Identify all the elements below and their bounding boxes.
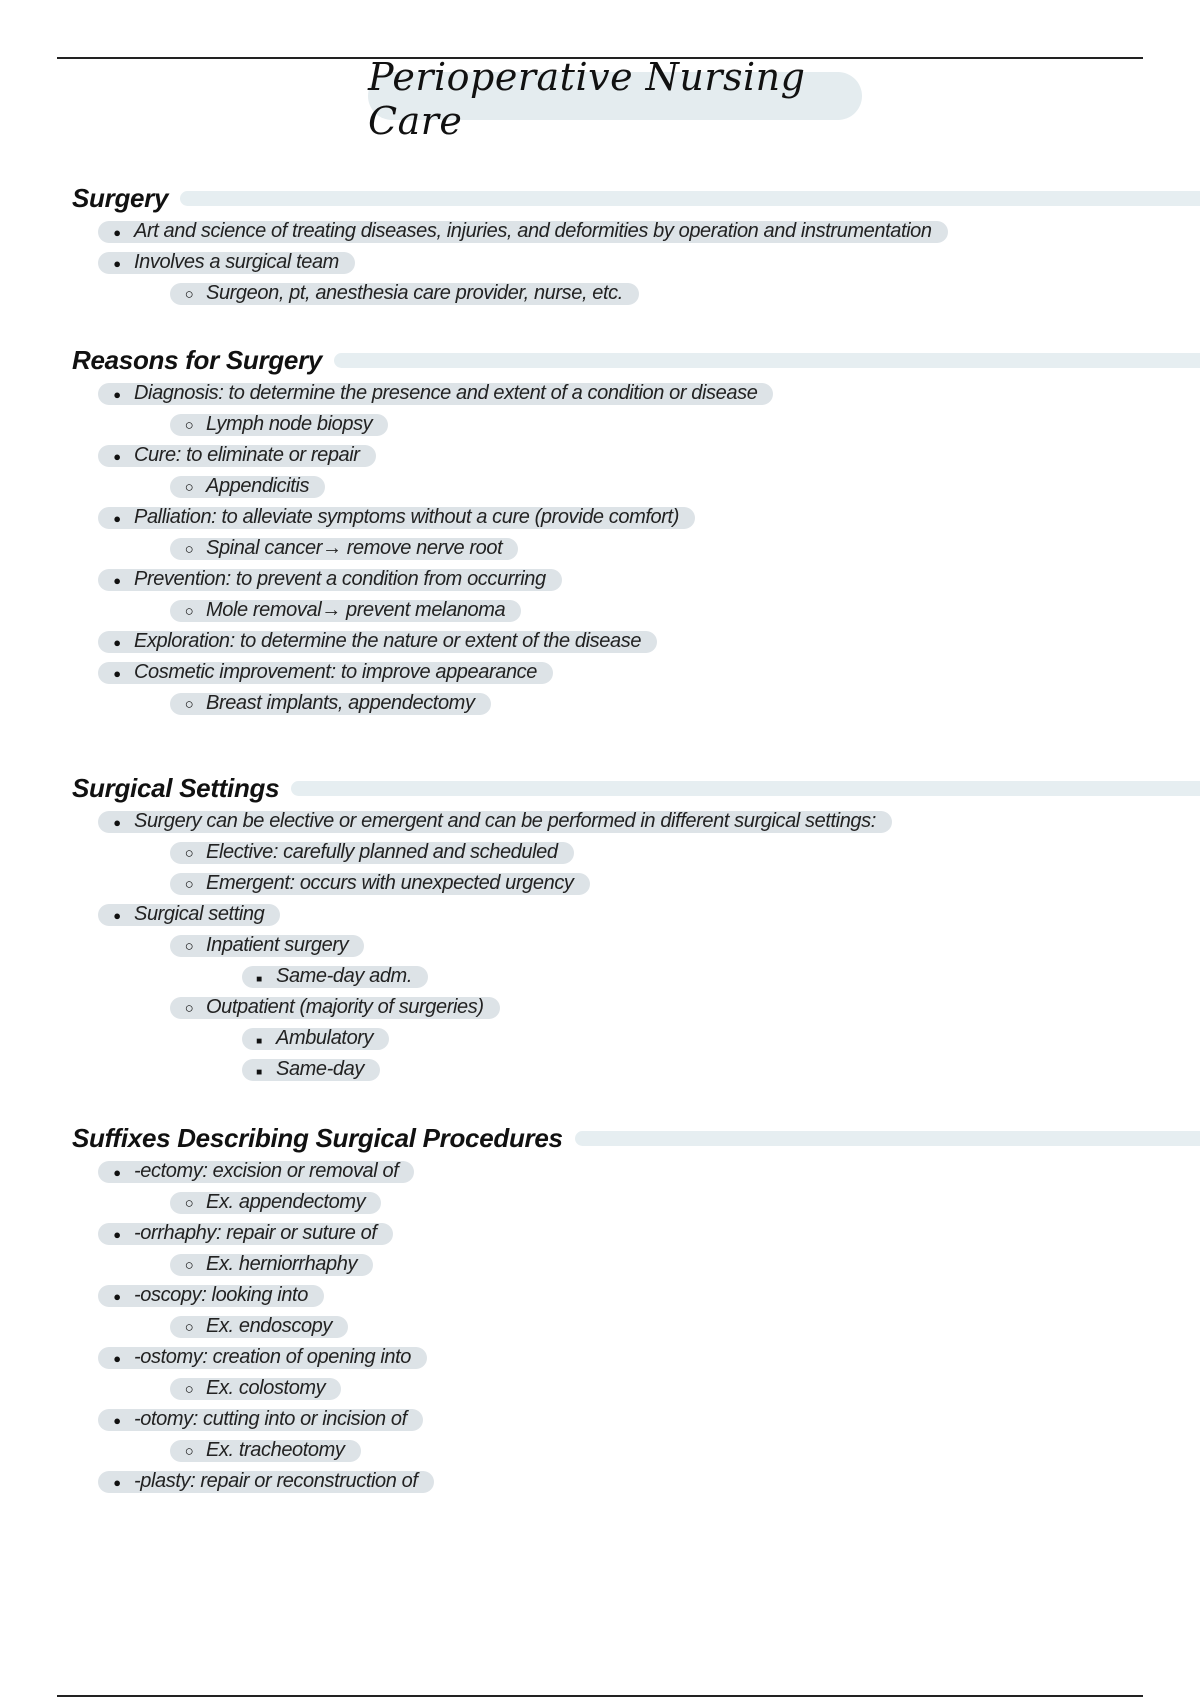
- bullet-icon: [100, 506, 134, 529]
- bullet-icon: [100, 1160, 134, 1183]
- bullet-icon: [100, 661, 134, 684]
- square-bullet-icon: [242, 1027, 276, 1050]
- list-item: ■ Same-day: [72, 1054, 1200, 1085]
- list-item: ○ Mole removal→ prevent melanoma: [72, 595, 1200, 626]
- circle-bullet-icon: [172, 841, 206, 864]
- bullet-icon: [100, 1284, 134, 1307]
- bullet-icon: [100, 810, 134, 833]
- circle-bullet-icon: [172, 1439, 206, 1462]
- section-suffixes: [72, 1120, 1200, 1497]
- bullet-icon: [100, 444, 134, 467]
- list-item: ○ Lymph node biopsy: [72, 409, 1200, 440]
- bullet-icon: [100, 251, 134, 274]
- list-item: ○ Ex. herniorrhaphy: [72, 1249, 1200, 1280]
- section-heading: Surgery: [72, 182, 169, 213]
- heading-highlight-bar: [334, 353, 1200, 368]
- list-item: ● Cure: to eliminate or repair: [72, 440, 1200, 471]
- section-heading: Reasons for Surgery: [72, 344, 323, 375]
- section-heading: Suffixes Describing Surgical Procedures: [72, 1122, 563, 1153]
- list-item: ● Surgical setting: [72, 899, 1200, 930]
- list-item: ● -plasty: repair or reconstruction of: [72, 1466, 1200, 1497]
- section-header: [72, 342, 1200, 378]
- list-item: ○ Appendicitis: [72, 471, 1200, 502]
- heading-highlight-bar: [575, 1131, 1200, 1146]
- bullet-icon: [100, 1222, 134, 1245]
- bottom-rule: [57, 1695, 1143, 1697]
- list-item: ● Cosmetic improvement: to improve appearance: [72, 657, 1200, 688]
- circle-bullet-icon: [172, 934, 206, 957]
- bullet-icon: [100, 568, 134, 591]
- circle-bullet-icon: [172, 413, 206, 436]
- bullet-list: [72, 1156, 1200, 1497]
- list-item: ● -ectomy: excision or removal of: [72, 1156, 1200, 1187]
- bullet-icon: [100, 1346, 134, 1369]
- list-item: ● Palliation: to alleviate symptoms without a cure (provide comfort): [72, 502, 1200, 533]
- circle-bullet-icon: [172, 475, 206, 498]
- bullet-list: [72, 378, 1200, 719]
- bullet-icon: [100, 1470, 134, 1493]
- page-title: Perioperative Nursing Care: [368, 55, 806, 143]
- list-item: ○ Ex. endoscopy: [72, 1311, 1200, 1342]
- circle-bullet-icon: [172, 872, 206, 895]
- title-highlight: [368, 55, 862, 143]
- list-item: ○ Breast implants, appendectomy: [72, 688, 1200, 719]
- bullet-list: [72, 806, 1200, 1085]
- circle-bullet-icon: [172, 1377, 206, 1400]
- section-heading: Surgical Settings: [72, 772, 280, 803]
- list-item: ○ Surgeon, pt, anesthesia care provider, nurse, etc.: [72, 278, 1200, 309]
- list-item: ○ Elective: carefully planned and scheduled: [72, 837, 1200, 868]
- list-item: ● Surgery can be elective or emergent and can be performed in different surgical settings:: [72, 806, 1200, 837]
- circle-bullet-icon: [172, 1253, 206, 1276]
- list-item: ○ Outpatient (majority of surgeries): [72, 992, 1200, 1023]
- list-item: ● Prevention: to prevent a condition from occurring: [72, 564, 1200, 595]
- list-item: ● Exploration: to determine the nature or extent of the disease: [72, 626, 1200, 657]
- list-item: ■ Ambulatory: [72, 1023, 1200, 1054]
- section-surgical-settings: [72, 770, 1200, 1085]
- list-item: ○ Emergent: occurs with unexpected urgency: [72, 868, 1200, 899]
- list-item: ● -oscopy: looking into: [72, 1280, 1200, 1311]
- list-item: ● Diagnosis: to determine the presence and extent of a condition or disease: [72, 378, 1200, 409]
- bullet-icon: [100, 382, 134, 405]
- circle-bullet-icon: [172, 1315, 206, 1338]
- circle-bullet-icon: [172, 1191, 206, 1214]
- list-item: ○ Ex. appendectomy: [72, 1187, 1200, 1218]
- heading-highlight-bar: [291, 781, 1200, 796]
- list-item: ● -orrhaphy: repair or suture of: [72, 1218, 1200, 1249]
- list-item: ■ Same-day adm.: [72, 961, 1200, 992]
- section-surgery: [72, 180, 1200, 309]
- bullet-icon: [100, 1408, 134, 1431]
- section-header: [72, 180, 1200, 216]
- list-item: ● Involves a surgical team: [72, 247, 1200, 278]
- square-bullet-icon: [242, 1058, 276, 1081]
- bullet-list: [72, 216, 1200, 309]
- heading-highlight-bar: [180, 191, 1200, 206]
- section-reasons-for-surgery: [72, 342, 1200, 719]
- section-header: [72, 1120, 1200, 1156]
- circle-bullet-icon: [172, 599, 206, 622]
- circle-bullet-icon: [172, 282, 206, 305]
- square-bullet-icon: [242, 965, 276, 988]
- section-header: [72, 770, 1200, 806]
- list-item: ○ Ex. tracheotomy: [72, 1435, 1200, 1466]
- circle-bullet-icon: [172, 996, 206, 1019]
- list-item: ○ Inpatient surgery: [72, 930, 1200, 961]
- list-item: ● Art and science of treating diseases, injuries, and deformities by operation and instrumentation: [72, 216, 1200, 247]
- bullet-icon: [100, 903, 134, 926]
- list-item: ● -otomy: cutting into or incision of: [72, 1404, 1200, 1435]
- circle-bullet-icon: [172, 692, 206, 715]
- list-item: ○ Ex. colostomy: [72, 1373, 1200, 1404]
- circle-bullet-icon: [172, 537, 206, 560]
- bullet-icon: [100, 630, 134, 653]
- list-item: ○ Spinal cancer→ remove nerve root: [72, 533, 1200, 564]
- bullet-icon: [100, 220, 134, 243]
- list-item: ● -ostomy: creation of opening into: [72, 1342, 1200, 1373]
